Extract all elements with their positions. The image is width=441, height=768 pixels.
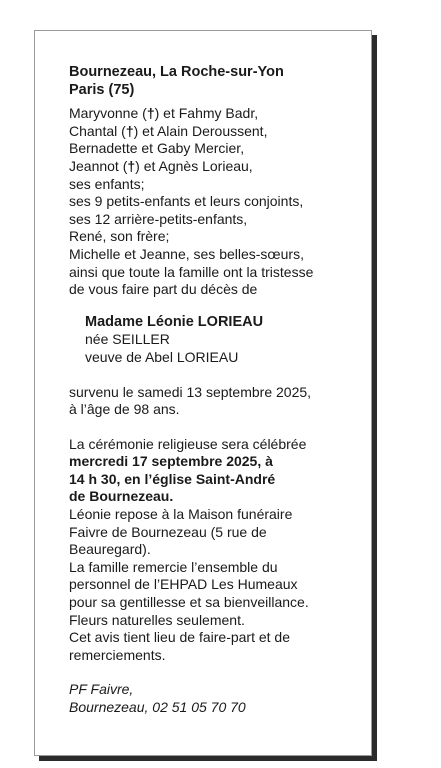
- ceremony-line: La famille remercie l’ensemble du: [69, 558, 278, 575]
- family-line: de vous faire part du décès de: [69, 281, 258, 298]
- death-date: survenu le samedi 13 septembre 2025,: [69, 383, 312, 400]
- ceremony-line: remerciements.: [69, 646, 166, 663]
- family-line: ses 9 petits-enfants et leurs conjoints,: [69, 193, 304, 210]
- family-text: Maryvonne (: [69, 105, 147, 122]
- ceremony-line: personnel de l’EHPAD Les Humeaux: [69, 576, 298, 593]
- ceremony-details: [69, 436, 369, 665]
- ceremony-line: Léonie repose à la Maison funéraire: [69, 506, 293, 523]
- family-text: ) et Fahmy Badr,: [154, 105, 259, 122]
- ceremony-place: de Bournezeau.: [69, 488, 174, 505]
- ceremony-date: mercredi 17 septembre 2025, à: [69, 453, 273, 470]
- ceremony-time-place: 14 h 30, en l’église Saint-André: [69, 470, 276, 487]
- heading-city: Paris (75): [69, 81, 135, 98]
- cross-icon: †: [146, 105, 155, 122]
- obituary-notice: [34, 30, 372, 756]
- death-age: à l’âge de 98 ans.: [69, 401, 180, 418]
- ceremony-line: pour sa gentillesse et sa bienveillance.: [69, 594, 309, 611]
- family-text: Chantal (: [69, 122, 126, 139]
- ceremony-line: Beauregard).: [69, 541, 151, 558]
- family-text: ) et Agnès Lorieau,: [135, 157, 253, 174]
- ceremony-line: Cet avis tient lieu de faire-part et de: [69, 629, 291, 646]
- family-text: Jeannot (: [69, 157, 128, 174]
- heading-locations: Bournezeau, La Roche-sur-Yon: [69, 64, 284, 80]
- family-line: ses 12 arrière-petits-enfants,: [69, 210, 248, 227]
- notice-content: [69, 64, 369, 717]
- funeral-home-contact: Bournezeau, 02 51 05 70 70: [69, 699, 246, 715]
- ceremony-line: Faivre de Bournezeau (5 rue de: [69, 523, 267, 540]
- notice-heading: [69, 64, 369, 99]
- family-line: ses enfants;: [69, 175, 145, 192]
- family-text: ) et Alain Deroussent,: [133, 122, 268, 139]
- family-line: [69, 123, 369, 141]
- family-line: ainsi que toute la famille ont la tristesse: [69, 263, 314, 280]
- deceased-name: Madame Léonie LORIEAU: [85, 313, 264, 330]
- widow-of: veuve de Abel LORIEAU: [85, 348, 239, 365]
- family-line: René, son frère;: [69, 228, 170, 245]
- ceremony-line: La cérémonie religieuse sera célébrée: [69, 435, 307, 452]
- death-details: [69, 384, 369, 419]
- signature-block: [69, 681, 369, 716]
- family-line: Michelle et Jeanne, ses belles-sœurs,: [69, 245, 304, 262]
- family-line: [69, 158, 369, 176]
- funeral-home-name: PF Faivre,: [69, 681, 134, 698]
- family-line: Bernadette et Gaby Mercier,: [69, 140, 245, 157]
- cross-icon: †: [125, 122, 134, 139]
- cross-icon: †: [127, 157, 136, 174]
- maiden-name: née SEILLER: [85, 331, 170, 348]
- family-list: [69, 105, 369, 299]
- family-line: [69, 105, 369, 123]
- deceased-block: [85, 314, 369, 367]
- ceremony-line: Fleurs naturelles seulement.: [69, 611, 245, 628]
